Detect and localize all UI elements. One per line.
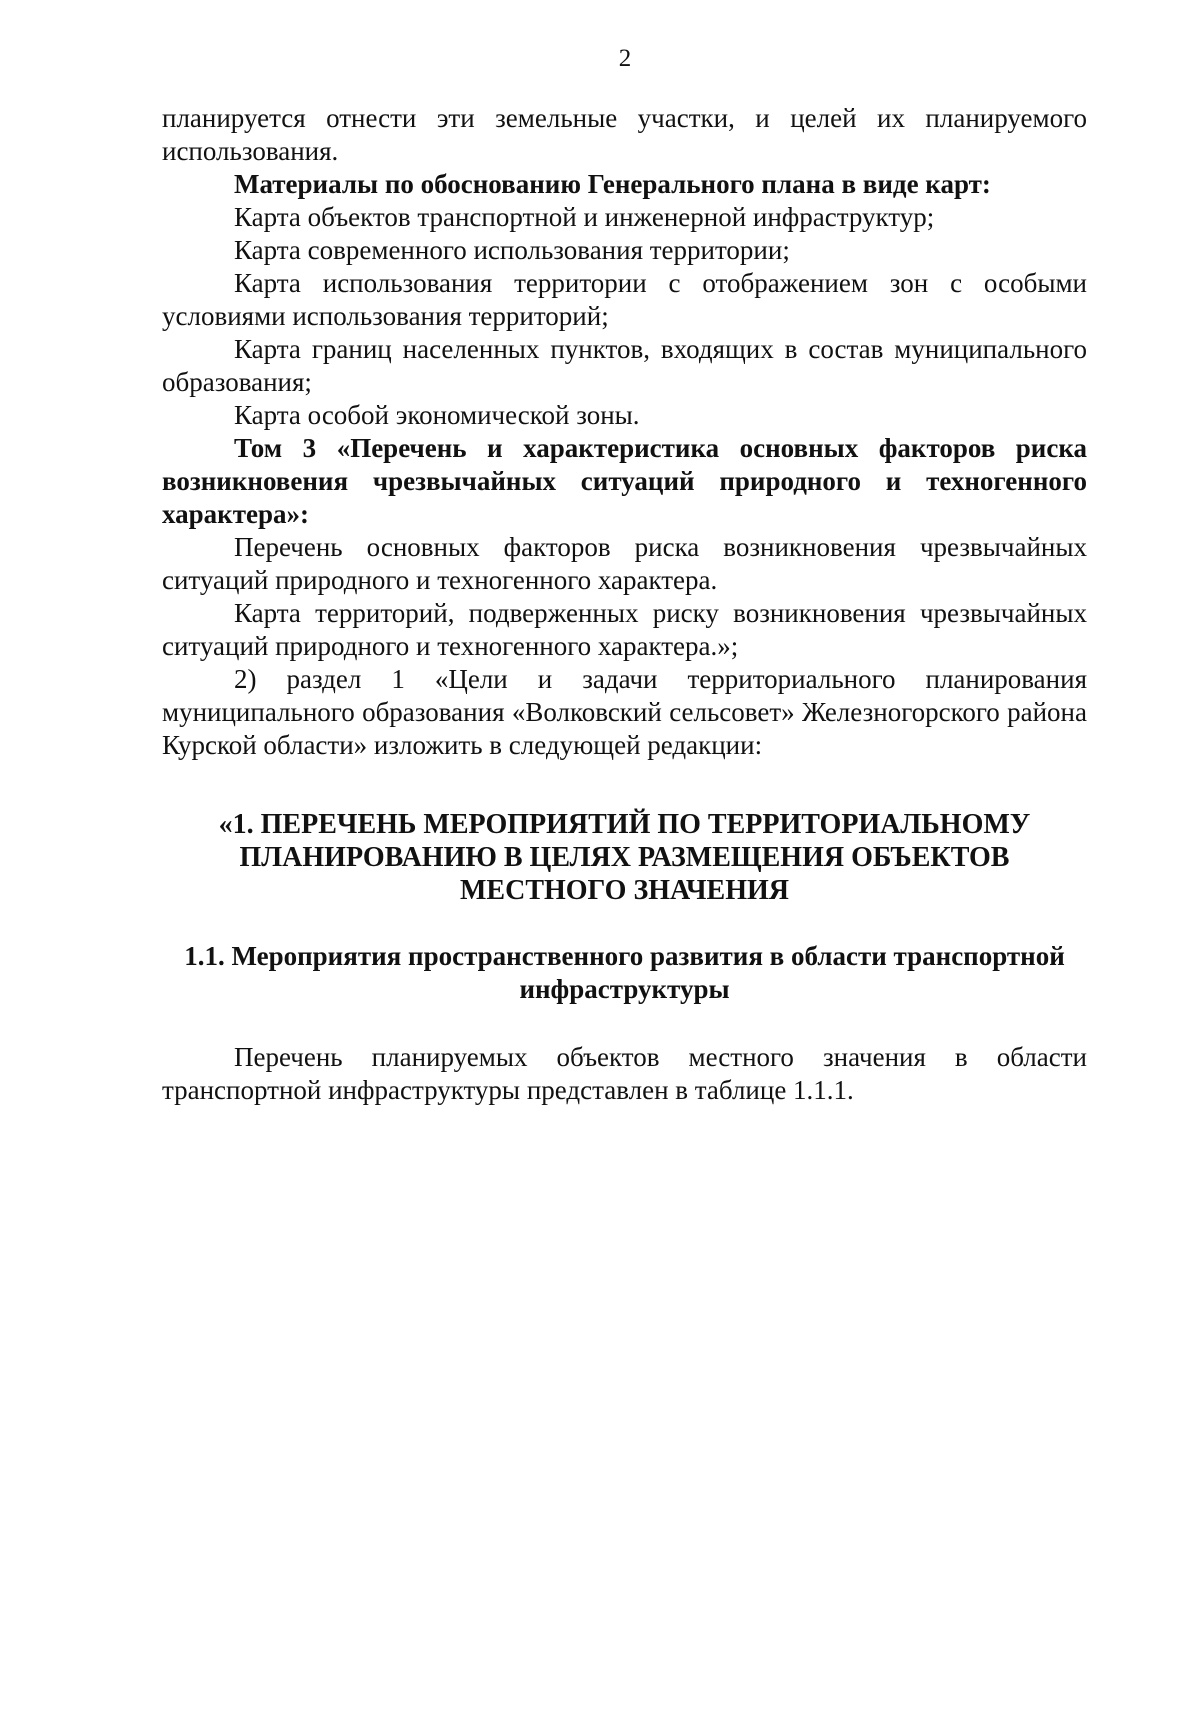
amendment-paragraph: 2) раздел 1 «Цели и задачи территориального планирования муниципального образования «Волковский сельсовет» Железногорского района Курской области» изложить в следующей редакции: bbox=[162, 664, 1087, 760]
document-body bbox=[162, 102, 1087, 1107]
section-heading: «1. ПЕРЕЧЕНЬ МЕРОПРИЯТИЙ ПО ТЕРРИТОРИАЛЬНОМУ ПЛАНИРОВАНИЮ В ЦЕЛЯХ РАЗМЕЩЕНИЯ ОБЪЕКТОВ МЕСТНОГО ЗНАЧЕНИЯ bbox=[218, 809, 1031, 906]
list-item-map-current-use: Карта современного использования территории; bbox=[234, 235, 790, 265]
list-item-risk-map: Карта территорий, подверженных риску возникновения чрезвычайных ситуаций природного и техногенного характера.»; bbox=[162, 598, 1087, 661]
list-item-map-settlement-borders: Карта границ населенных пунктов, входящих в состав муниципального образования; bbox=[162, 334, 1087, 397]
materials-heading: Материалы по обоснованию Генерального плана в виде карт: bbox=[234, 169, 991, 199]
list-item-risk-factors: Перечень основных факторов риска возникновения чрезвычайных ситуаций природного и техногенного характера. bbox=[162, 532, 1087, 595]
list-item-map-economic-zone: Карта особой экономической зоны. bbox=[234, 400, 640, 430]
page-number: 2 bbox=[618, 45, 632, 72]
paragraph-continuation: планируется отнести эти земельные участки, и целей их планируемого использования. bbox=[162, 103, 1087, 166]
volume-3-heading: Том 3 «Перечень и характеристика основных факторов риска возникновения чрезвычайных ситуаций природного и техногенного характера»: bbox=[162, 433, 1087, 529]
subsection-heading: 1.1. Мероприятия пространственного развития в области транспортной инфраструктуры bbox=[184, 941, 1065, 1004]
closing-paragraph: Перечень планируемых объектов местного значения в области транспортной инфраструктуры представлен в таблице 1.1.1. bbox=[162, 1042, 1087, 1105]
list-item-map-special-zones: Карта использования территории с отображением зон с особыми условиями использования территорий; bbox=[162, 268, 1087, 331]
list-item-map-infrastructure: Карта объектов транспортной и инженерной инфраструктур; bbox=[234, 202, 935, 232]
